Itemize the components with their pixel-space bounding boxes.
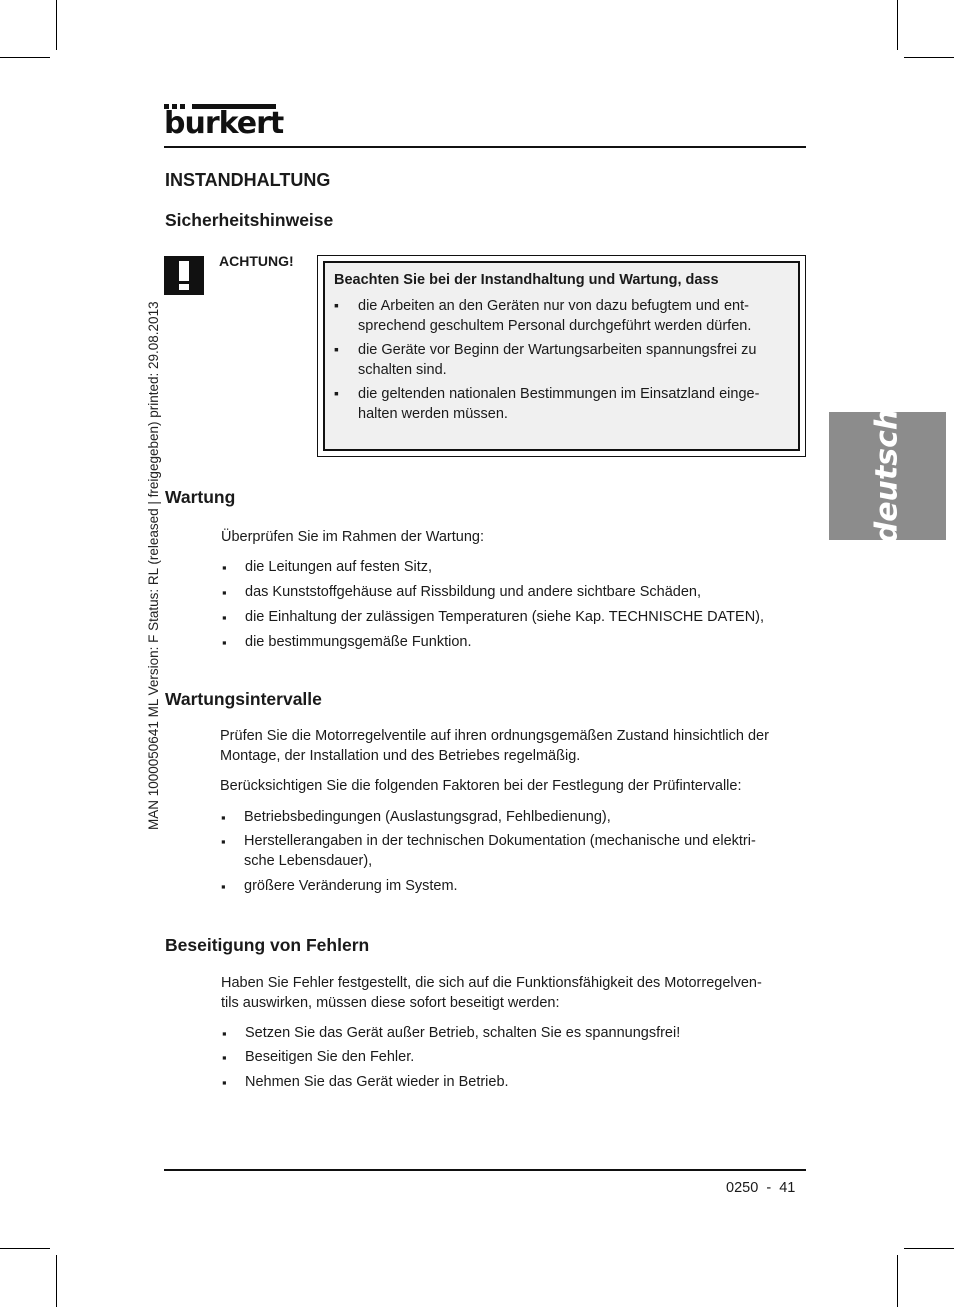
wartung-intro: Überprüfen Sie im Rahmen der Wartung: <box>221 529 484 545</box>
warning-item: die geltenden nationalen Bestimmungen im Einsatzland einge- halten werden müssen. <box>358 386 760 422</box>
page-number: 0250 - 41 <box>726 1180 796 1196</box>
bullet-icon: ▪ <box>222 1050 227 1065</box>
list-item: die Einhaltung der zulässigen Temperaturen (siehe Kap. TECHNISCHE DATEN), <box>245 609 765 625</box>
bullet-icon: ▪ <box>222 1075 227 1090</box>
bullet-icon: ▪ <box>222 610 227 625</box>
list-item: Betriebsbedingungen (Auslastungsgrad, Fehlbedienung), <box>244 809 611 825</box>
warning-item: die Geräte vor Beginn der Wartungsarbeiten spannungsfrei zu schalten sind. <box>358 342 757 378</box>
list-item: das Kunststoffgehäuse auf Rissbildung und andere sichtbare Schäden, <box>245 584 701 600</box>
heading-fehler: Beseitigung von Fehlern <box>165 935 370 955</box>
list-item: die Leitungen auf festen Sitz, <box>245 559 433 575</box>
list-item: größere Veränderung im System. <box>244 878 458 894</box>
bullet-icon: ▪ <box>334 297 339 313</box>
bullet-icon: ▪ <box>334 341 339 357</box>
brand-logo <box>164 104 284 141</box>
fehler-paragraph: Haben Sie Fehler festgestellt, die sich auf die Funktionsfähigkeit des Motorregelven- tils auswirken, müssen diese sofort beseitigt werden: <box>221 975 762 1011</box>
language-tab <box>829 408 946 544</box>
bullet-icon: ▪ <box>222 560 227 575</box>
crop-mark <box>0 1248 50 1249</box>
bullet-icon: ▪ <box>222 1026 227 1041</box>
intervalle-paragraph: Prüfen Sie die Motorregelventile auf ihren ordnungsgemäßen Zustand hinsichtlich der Montage, der Installation und des Betriebes regelmäßig. <box>220 728 769 764</box>
language-tab-label: deutsch <box>869 408 905 544</box>
warning-item: die Arbeiten an den Geräten nur von dazu befugtem und ent- sprechend geschultem Personal durchgeführt werden dürfen. <box>358 298 752 334</box>
heading-safety: Sicherheitshinweise <box>165 210 334 230</box>
crop-mark <box>897 0 898 50</box>
crop-mark <box>56 1255 57 1307</box>
exclamation-icon <box>164 256 204 295</box>
document-meta: MAN 1000050641 ML Version: F Status: RL (released | freigegeben) printed: 29.08.2013 <box>146 301 161 830</box>
warning-box-inner <box>323 261 800 451</box>
crop-mark <box>0 57 50 58</box>
list-item: Setzen Sie das Gerät außer Betrieb, schalten Sie es spannungsfrei! <box>245 1025 681 1041</box>
list-item: Beseitigen Sie den Fehler. <box>245 1049 415 1065</box>
bullet-icon: ▪ <box>334 385 339 401</box>
intervalle-paragraph: Berücksichtigen Sie die folgenden Faktoren bei der Festlegung der Prüfintervalle: <box>220 778 742 794</box>
warning-label: ACHTUNG! <box>219 253 294 269</box>
bullet-icon: ▪ <box>222 635 227 650</box>
footer-rule <box>164 1169 806 1171</box>
warning-box-title: Beachten Sie bei der Instandhaltung und Wartung, dass <box>334 272 719 288</box>
bullet-icon: ▪ <box>221 879 226 894</box>
crop-mark <box>897 1255 898 1307</box>
warning-box <box>317 255 806 457</box>
heading-intervalle: Wartungsintervalle <box>165 689 322 709</box>
crop-mark <box>904 1248 954 1249</box>
crop-mark <box>56 0 57 50</box>
header-rule <box>164 146 806 148</box>
heading-wartung: Wartung <box>165 487 236 507</box>
section-title: INSTANDHALTUNG <box>165 170 331 190</box>
bullet-icon: ▪ <box>222 585 227 600</box>
list-item: Nehmen Sie das Gerät wieder in Betrieb. <box>245 1074 509 1090</box>
bullet-icon: ▪ <box>221 810 226 825</box>
list-item: die bestimmungsgemäße Funktion. <box>245 634 472 650</box>
crop-mark <box>904 57 954 58</box>
brand-name: burkert <box>164 106 284 141</box>
bullet-icon: ▪ <box>221 834 226 849</box>
list-item: Herstellerangaben in der technischen Dokumentation (mechanische und elektri- sche Lebensdauer), <box>244 833 756 869</box>
